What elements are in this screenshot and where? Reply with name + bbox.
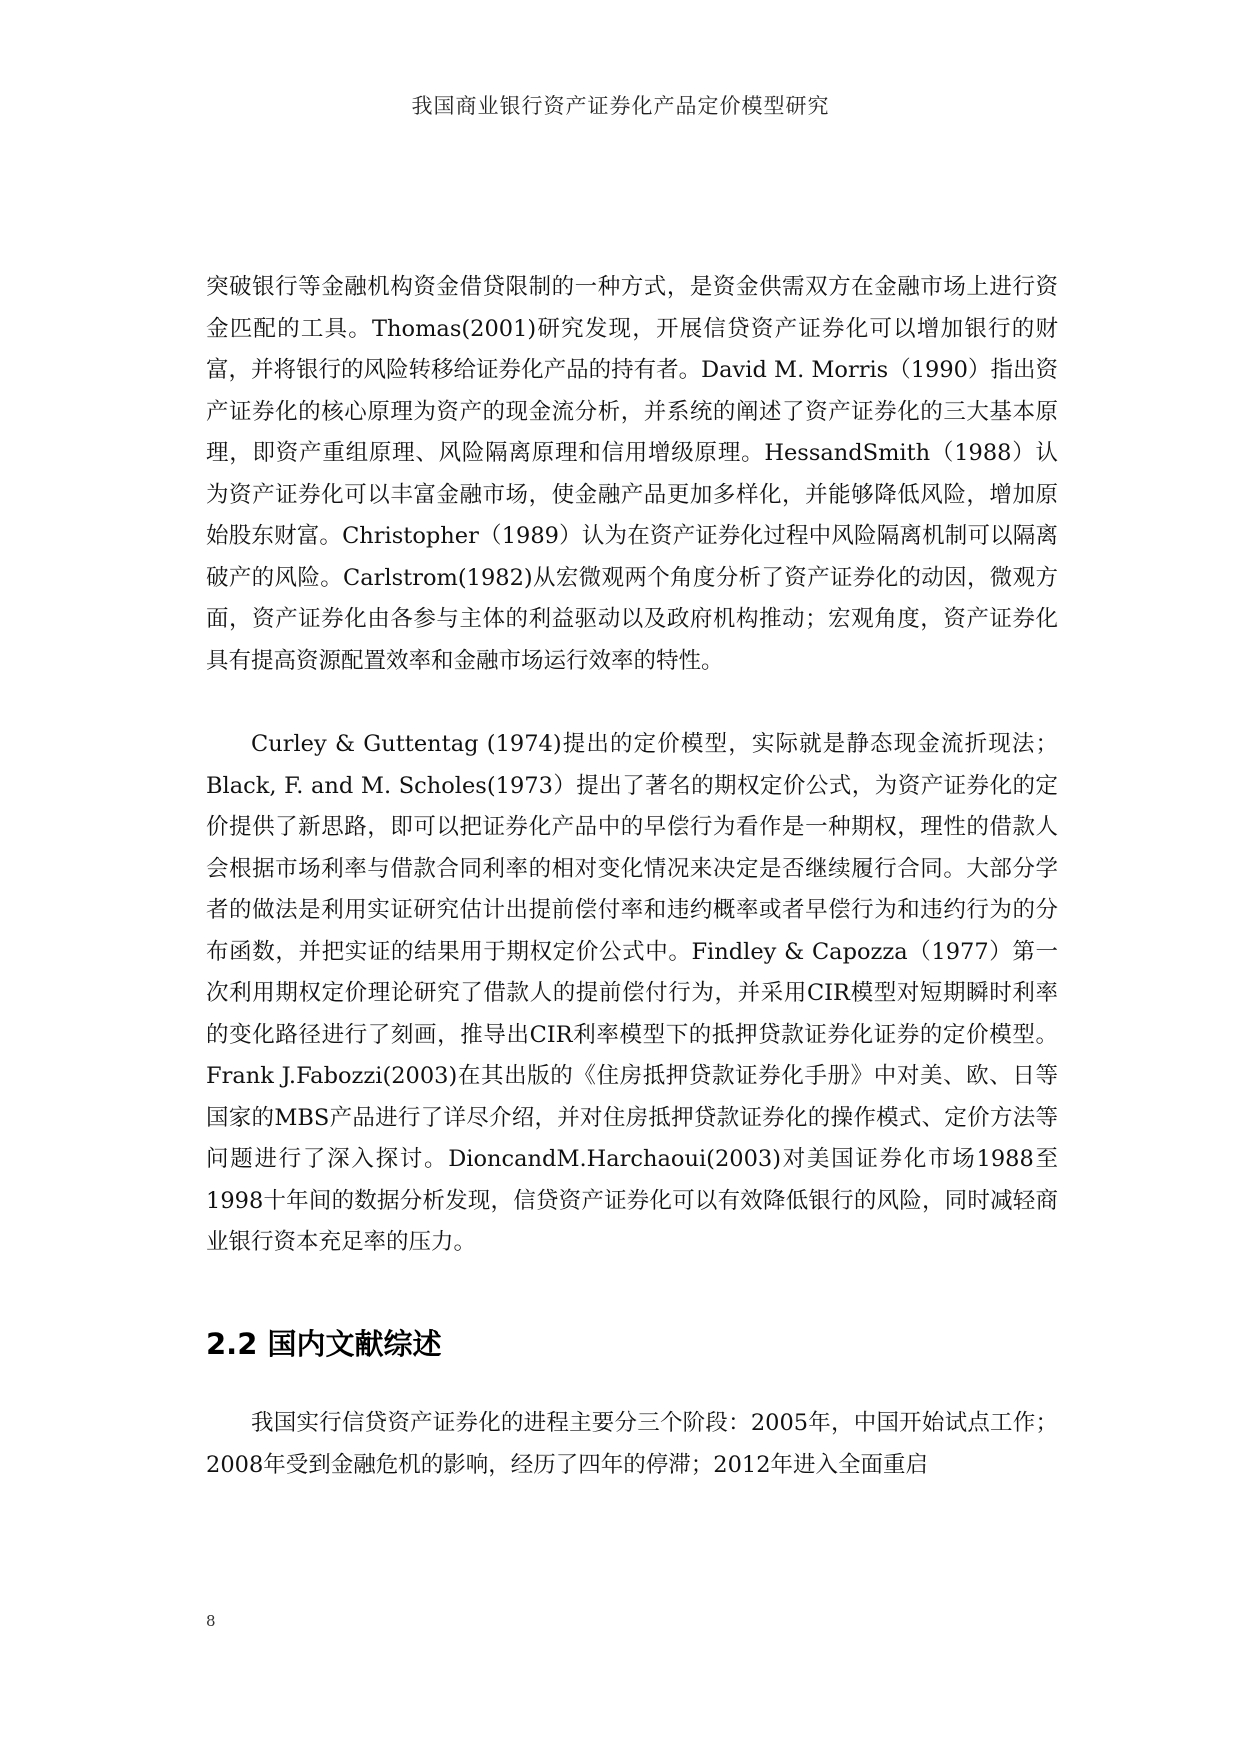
section-heading: 2.2 国内文献综述 [206,1327,442,1361]
body-paragraph-1: 突破银行等金融机构资金借贷限制的一种方式，是资金供需双方在金融市场上进行资金匹配的工具。Thomas(2001)研究发现，开展信贷资产证券化可以增加银行的财富，并将银行的风险转移给证券化产品的持有者。David M. Morris（1990）指出资产证券化的核心原理为资产的现金流分析，并系统的阐述了资产证券化的三大基本原理，即资产重组原理、风险隔离原理和信用增级原理。HessandSmith（1988）认为资产证券化可以丰富金融市场，使金融产品更加多样化，并能够降低风险，增加原始股东财富。Christopher（1989）认为在资产证券化过程中风险隔离机制可以隔离破产的风险。Carlstrom(1982)从宏微观两个角度分析了资产证券化的动因，微观方面，资产证券化由各参与主体的利益驱动以及政府机构推动；宏观角度，资产证券化具有提高资源配置效率和金融市场运行效率的特性。 [206,274,1058,674]
page-number: 8 [206,1612,216,1630]
body-paragraph-3: 我国实行信贷资产证券化的进程主要分三个阶段：2005年，中国开始试点工作；2008年受到金融危机的影响，经历了四年的停滞；2012年进入全面重启 [206,1410,1058,1478]
running-header: 我国商业银行资产证券化产品定价模型研究 [411,94,830,118]
body-paragraph-2: Curley & Guttentag (1974)提出的定价模型，实际就是静态现金流折现法；Black, F. and M. Scholes(1973）提出了著名的期权定价公式，为资产证券化的定价提供了新思路，即可以把证券化产品中的早偿行为看作是一种期权，理性的借款人会根据市场利率与借款合同利率的相对变化情况来决定是否继续履行合同。大部分学者的做法是利用实证研究估计出提前偿付率和违约概率或者早偿行为和违约行为的分布函数，并把实证的结果用于期权定价公式中。Findley & Capozza（1977）第一次利用期权定价理论研究了借款人的提前偿付行为，并采用CIR模型对短期瞬时利率的变化路径进行了刻画，推导出CIR利率模型下的抵押贷款证券化证券的定价模型。Frank J.Fabozzi(2003)在其出版的《住房抵押贷款证券化手册》中对美、欧、日等国家的MBS产品进行了详尽介绍，并对住房抵押贷款证券化的操作模式、定价方法等问题进行了深入探讨。DioncandM.Harchaoui(2003)对美国证券化市场1988至1998十年间的数据分析发现，信贷资产证券化可以有效降低银行的风险，同时减轻商业银行资本充足率的压力。 [206,731,1058,1255]
